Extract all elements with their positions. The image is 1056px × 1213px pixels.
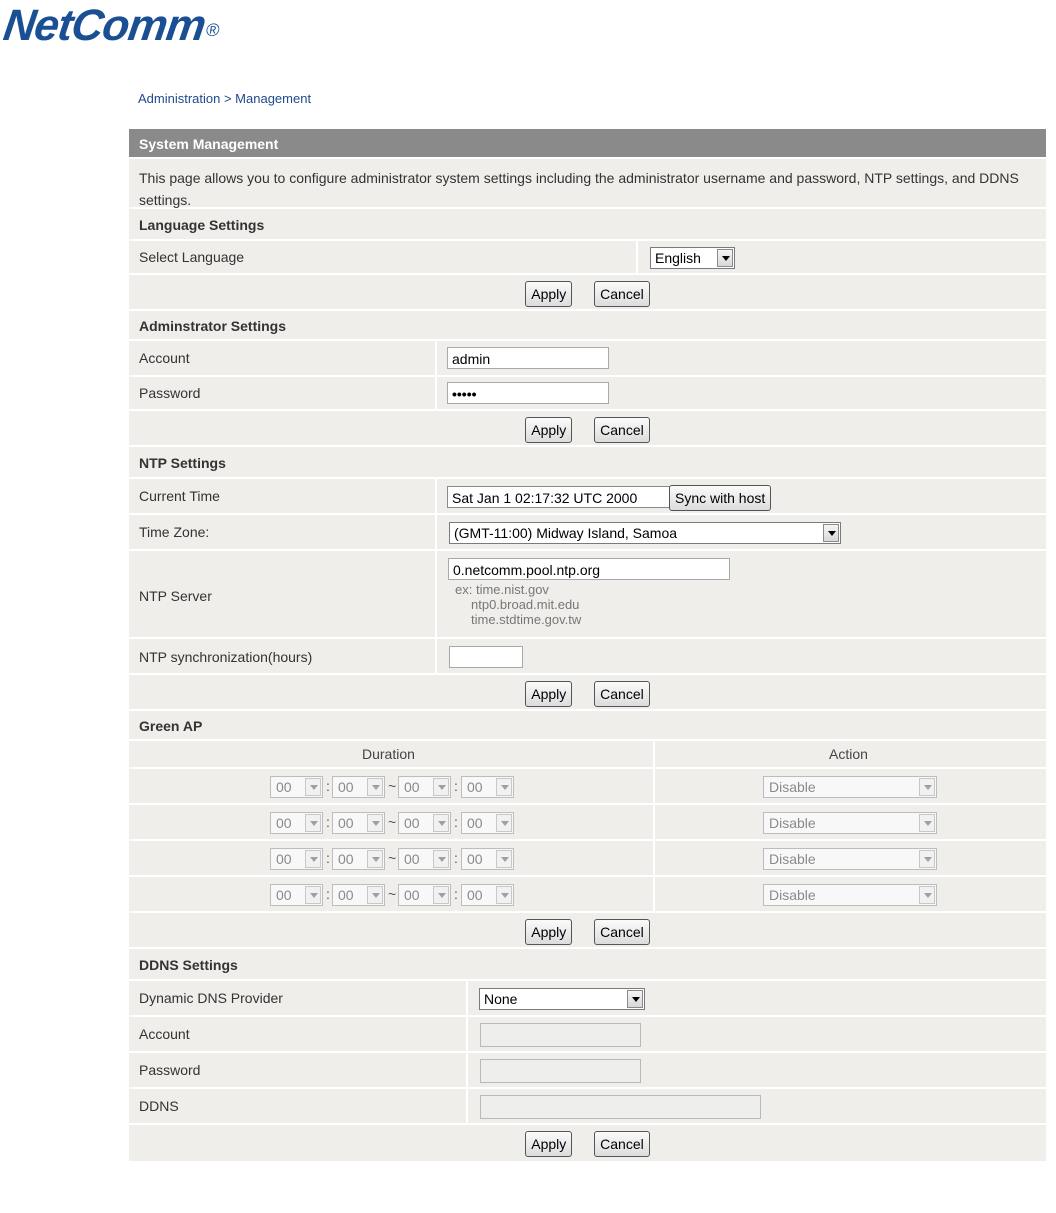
green-ap-header-row xyxy=(129,741,1046,769)
ntp-sync-row xyxy=(129,639,1046,675)
sync-with-host-button[interactable]: Sync with host xyxy=(669,485,771,511)
ddns-label: DDNS xyxy=(139,1098,179,1114)
chevron-down-icon xyxy=(496,778,512,796)
green-ap-row: 00 : 00 ~ 00 : 00 Disable xyxy=(129,841,1046,877)
chevron-down-icon xyxy=(823,524,839,542)
ddns-account-input[interactable] xyxy=(480,1023,641,1047)
ddns-password-row xyxy=(129,1053,1046,1089)
start-hour-select[interactable]: 00 xyxy=(270,776,323,798)
admin-account-row xyxy=(129,341,1046,377)
time-zone-select[interactable]: (GMT-11:00) Midway Island, Samoa xyxy=(449,522,841,544)
chevron-down-icon xyxy=(367,778,383,796)
chevron-down-icon xyxy=(627,990,643,1008)
admin-buttons xyxy=(129,411,1046,447)
chevron-down-icon xyxy=(305,850,321,868)
green-ap-apply-button[interactable]: Apply xyxy=(525,919,572,945)
chevron-down-icon xyxy=(496,886,512,904)
chevron-down-icon xyxy=(305,886,321,904)
end-minute-select[interactable]: 00 xyxy=(461,776,514,798)
chevron-down-icon xyxy=(305,778,321,796)
action-column-header: Action xyxy=(829,746,868,762)
ddns-cancel-button[interactable]: Cancel xyxy=(594,1131,650,1157)
green-ap-buttons xyxy=(129,913,1046,949)
language-buttons xyxy=(129,275,1046,311)
admin-settings-heading: Adminstrator Settings xyxy=(129,311,1046,341)
ddns-password-label: Password xyxy=(139,1062,201,1078)
ntp-apply-button[interactable]: Apply xyxy=(525,681,572,707)
chevron-down-icon xyxy=(367,850,383,868)
start-hour-select[interactable]: 00 xyxy=(270,884,323,906)
green-ap-action-select[interactable]: Disable xyxy=(763,812,937,834)
green-ap-cancel-button[interactable]: Cancel xyxy=(594,919,650,945)
admin-password-label: Password xyxy=(139,385,201,401)
chevron-down-icon xyxy=(433,778,449,796)
admin-account-label: Account xyxy=(139,350,190,366)
current-time-label: Current Time xyxy=(139,488,220,504)
panel-description: This page allows you to configure administrator system settings including the administrator username and password, NTP settings, and DDNS settings. xyxy=(129,159,1046,209)
end-hour-select[interactable]: 00 xyxy=(398,812,451,834)
chevron-down-icon xyxy=(433,814,449,832)
chevron-down-icon xyxy=(367,886,383,904)
ddns-account-row xyxy=(129,1017,1046,1053)
green-ap-action-select[interactable]: Disable xyxy=(763,884,937,906)
language-cancel-button[interactable]: Cancel xyxy=(594,281,650,307)
green-ap-action-select[interactable]: Disable xyxy=(763,776,937,798)
time-zone-label: Time Zone: xyxy=(139,524,210,540)
language-settings-heading: Language Settings xyxy=(129,209,1046,241)
end-minute-select[interactable]: 00 xyxy=(461,884,514,906)
ddns-ddns-row xyxy=(129,1089,1046,1125)
breadcrumb: Administration > Management xyxy=(138,91,312,106)
end-minute-select[interactable]: 00 xyxy=(461,812,514,834)
green-ap-heading: Green AP xyxy=(129,711,1046,741)
chevron-down-icon xyxy=(919,850,935,868)
duration-column-header: Duration xyxy=(362,746,415,762)
start-minute-select[interactable]: 00 xyxy=(332,848,385,870)
chevron-down-icon xyxy=(496,814,512,832)
current-time-display: Sat Jan 1 02:17:32 UTC 2000 xyxy=(447,486,675,508)
ntp-cancel-button[interactable]: Cancel xyxy=(594,681,650,707)
admin-cancel-button[interactable]: Cancel xyxy=(594,417,650,443)
green-ap-row: 00 : 00 ~ 00 : 00 Disable xyxy=(129,769,1046,805)
start-minute-select[interactable]: 00 xyxy=(332,776,385,798)
chevron-down-icon xyxy=(367,814,383,832)
ntp-sync-input[interactable] xyxy=(449,646,523,668)
ntp-server-hint-3: time.stdtime.gov.tw xyxy=(471,612,582,627)
end-minute-select[interactable]: 00 xyxy=(461,848,514,870)
chevron-down-icon xyxy=(433,886,449,904)
admin-account-input[interactable]: admin xyxy=(447,347,609,369)
ddns-provider-select[interactable]: None xyxy=(479,988,645,1010)
ddns-account-label: Account xyxy=(139,1026,190,1042)
ddns-input[interactable] xyxy=(480,1095,761,1119)
chevron-down-icon xyxy=(919,778,935,796)
system-management-panel xyxy=(129,129,1046,1163)
chevron-down-icon xyxy=(919,814,935,832)
ddns-password-input[interactable] xyxy=(480,1059,641,1083)
ntp-server-hint-2: ntp0.broad.mit.edu xyxy=(471,597,580,612)
admin-apply-button[interactable]: Apply xyxy=(525,417,572,443)
language-apply-button[interactable]: Apply xyxy=(525,281,572,307)
ntp-server-hint-1: ex: time.nist.gov xyxy=(455,582,549,597)
ntp-current-time-row xyxy=(129,479,1046,515)
chevron-down-icon xyxy=(305,814,321,832)
ntp-server-row xyxy=(129,551,1046,639)
ntp-sync-label: NTP synchronization(hours) xyxy=(139,649,313,665)
chevron-down-icon xyxy=(433,850,449,868)
start-minute-select[interactable]: 00 xyxy=(332,884,385,906)
chevron-down-icon xyxy=(496,850,512,868)
ntp-timezone-row xyxy=(129,515,1046,551)
ddns-settings-heading: DDNS Settings xyxy=(129,949,1046,981)
admin-password-row xyxy=(129,377,1046,411)
green-ap-row: 00 : 00 ~ 00 : 00 Disable xyxy=(129,877,1046,913)
chevron-down-icon xyxy=(919,886,935,904)
select-language-label: Select Language xyxy=(139,249,245,265)
ddns-buttons xyxy=(129,1125,1046,1163)
language-select[interactable]: English xyxy=(650,247,735,269)
netcomm-logo: NetComm® xyxy=(0,1,220,50)
ddns-provider-row xyxy=(129,981,1046,1017)
end-hour-select[interactable]: 00 xyxy=(398,884,451,906)
ntp-server-input[interactable]: 0.netcomm.pool.ntp.org xyxy=(448,558,730,580)
green-ap-action-select[interactable]: Disable xyxy=(763,848,937,870)
start-minute-select[interactable]: 00 xyxy=(332,812,385,834)
green-ap-row: 00 : 00 ~ 00 : 00 Disable xyxy=(129,805,1046,841)
ddns-apply-button[interactable]: Apply xyxy=(525,1131,572,1157)
panel-title: System Management xyxy=(129,129,1046,159)
admin-password-input[interactable]: ••••• xyxy=(447,382,609,404)
ddns-provider-label: Dynamic DNS Provider xyxy=(139,990,283,1006)
ntp-server-label: NTP Server xyxy=(139,588,212,604)
start-hour-select[interactable]: 00 xyxy=(270,848,323,870)
language-row xyxy=(129,241,1046,275)
end-hour-select[interactable]: 00 xyxy=(398,776,451,798)
start-hour-select[interactable]: 00 xyxy=(270,812,323,834)
chevron-down-icon xyxy=(717,249,733,267)
ntp-settings-heading: NTP Settings xyxy=(129,447,1046,479)
ntp-buttons xyxy=(129,675,1046,711)
end-hour-select[interactable]: 00 xyxy=(398,848,451,870)
